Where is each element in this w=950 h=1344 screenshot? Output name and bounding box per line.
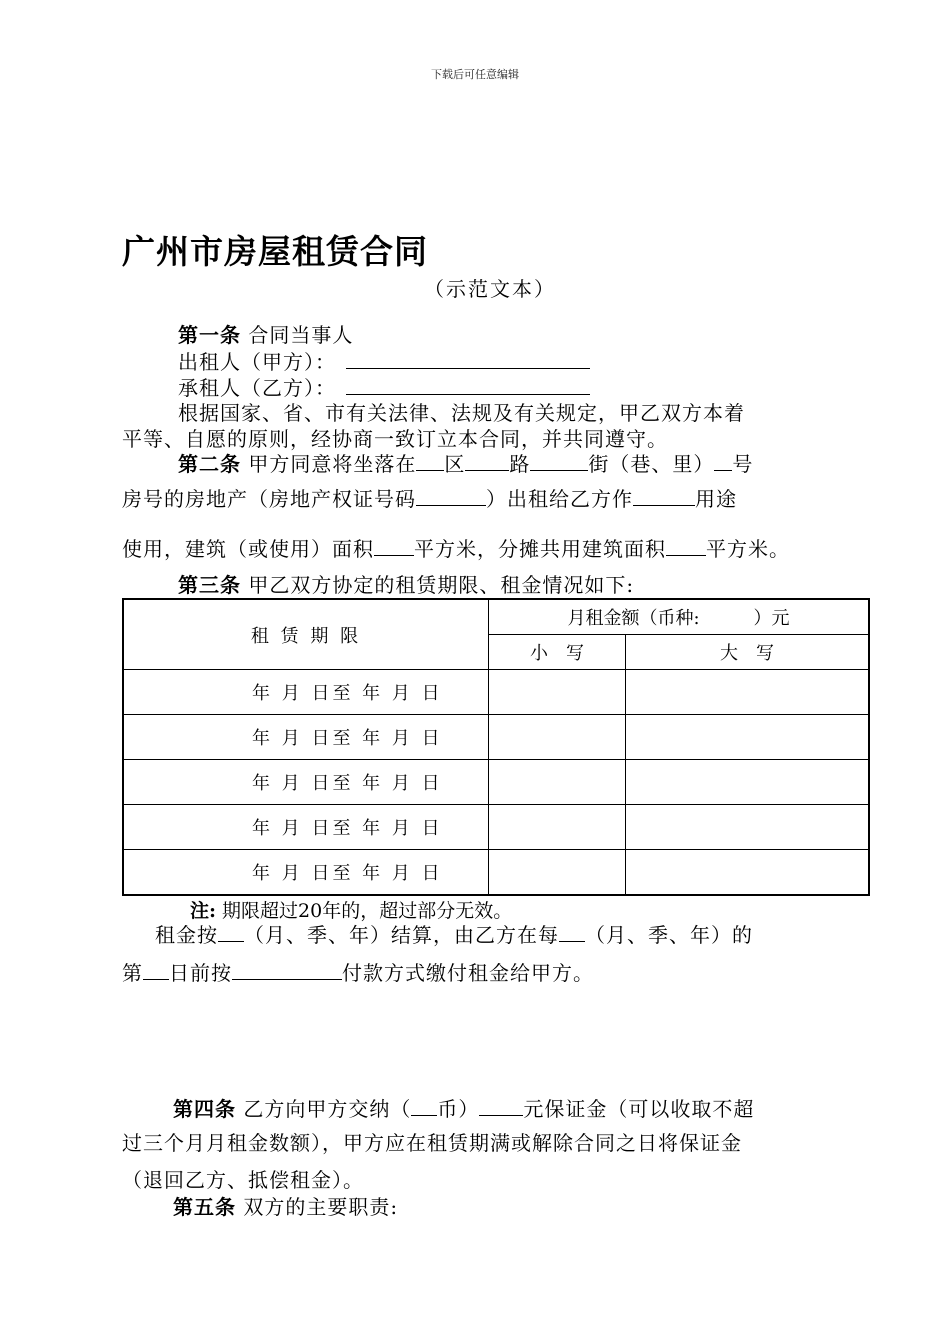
period-cell: 年 月 日至 年 月 日 [123, 670, 489, 715]
article-3-label: 第三条 [178, 573, 241, 597]
street-blank[interactable] [530, 450, 588, 471]
certificate-blank[interactable] [416, 485, 486, 506]
currency-blank[interactable] [411, 1095, 437, 1116]
purpose-label: 用途 [695, 487, 737, 511]
road-label: 路 [509, 452, 531, 476]
article-2-line1 [178, 450, 753, 477]
lease-purpose-text: ）出租给乙方作 [486, 487, 633, 511]
article-5-label: 第五条 [173, 1195, 236, 1219]
rent-para-line2 [122, 959, 594, 986]
table-row [123, 805, 869, 850]
small-amount-cell[interactable] [489, 805, 626, 850]
period-cell: 年 月 日至 年 月 日 [123, 715, 489, 760]
shared-area-label: 平方米，分摊共用建筑面积 [414, 537, 666, 561]
district-label: 区 [444, 452, 466, 476]
article-3-text: 甲乙双方协定的租赁期限、租金情况如下: [241, 573, 635, 597]
article-1-para-line2: 平等、自愿的原则，经协商一致订立本合同，并共同遵守。 [122, 427, 668, 451]
payment-method-blank[interactable] [232, 959, 342, 980]
rent-settle-text: （月、季、年）结算，由乙方在每 [244, 923, 559, 947]
article-5-text: 双方的主要职责: [236, 1195, 399, 1219]
period-cell: 年 月 日至 年 月 日 [123, 850, 489, 896]
table-header-row [123, 599, 869, 635]
period-header: 租 赁 期 限 [123, 599, 489, 670]
note-text: 期限超过20年的，超过部分无效。 [216, 900, 513, 922]
table-row [123, 715, 869, 760]
article-2-line3 [122, 535, 790, 562]
article-1-title: 合同当事人 [241, 323, 354, 347]
small-amount-cell[interactable] [489, 760, 626, 805]
table-row [123, 760, 869, 805]
rent-table [122, 598, 870, 896]
header-note: 下载后可任意编辑 [431, 68, 519, 81]
lessee-blank[interactable] [346, 374, 590, 395]
rent-settle-label: 租金按 [155, 923, 218, 947]
table-row [123, 850, 869, 896]
lessor-blank[interactable] [346, 348, 590, 369]
deposit-text: 乙方向甲方交纳（ [236, 1097, 412, 1121]
day-blank[interactable] [143, 959, 169, 980]
small-amount-cell[interactable] [489, 715, 626, 760]
article-2-text: 甲方同意将坐落在 [241, 452, 417, 476]
page-title: 广州市房屋租赁合同 [122, 232, 428, 271]
big-amount-cell[interactable] [626, 850, 870, 896]
purpose-blank[interactable] [633, 485, 695, 506]
area-label: 使用，建筑（或使用）面积 [122, 537, 374, 561]
currency-label: 币） [437, 1097, 480, 1121]
article-4-line2: 过三个月月租金数额），甲方应在租赁期满或解除合同之日将保证金 [122, 1131, 742, 1155]
period-cell: 年 月 日至 年 月 日 [123, 760, 489, 805]
lessee-label: 承租人（乙方）： [178, 376, 336, 400]
sqm-label: 平方米。 [706, 537, 790, 561]
big-amount-cell[interactable] [626, 715, 870, 760]
article-2-label: 第二条 [178, 452, 241, 476]
number-blank[interactable] [714, 450, 732, 471]
article-1-label: 第一条 [178, 323, 241, 347]
article-3-heading [178, 572, 634, 598]
lessor-label: 出租人（甲方）： [178, 350, 336, 374]
amount-header: 月租金额（币种: ）元 [489, 599, 870, 635]
rent-period-text: （月、季、年）的 [585, 923, 753, 947]
rent-para-line1 [155, 921, 753, 948]
payment-text: 付款方式缴付租金给甲方。 [342, 961, 594, 985]
lessee-line [178, 374, 590, 401]
big-header: 大 写 [626, 635, 870, 670]
number-label: 号 [732, 452, 754, 476]
small-amount-cell[interactable] [489, 850, 626, 896]
day-label: 第 [122, 961, 143, 985]
period-cell: 年 月 日至 年 月 日 [123, 805, 489, 850]
pay-period-blank[interactable] [559, 921, 585, 942]
article-4-line1 [173, 1095, 754, 1122]
article-4-label: 第四条 [173, 1097, 236, 1121]
deposit-limit-text: 元保证金（可以收取不超 [523, 1097, 755, 1121]
street-label: 街（巷、里） [588, 452, 715, 476]
article-1-para-line1: 根据国家、省、市有关法律、法规及有关规定，甲乙双方本着 [178, 401, 745, 425]
road-blank[interactable] [465, 450, 509, 471]
settle-period-blank[interactable] [218, 921, 244, 942]
deposit-amount-blank[interactable] [479, 1095, 523, 1116]
big-amount-cell[interactable] [626, 805, 870, 850]
shared-area-blank[interactable] [666, 535, 706, 556]
big-amount-cell[interactable] [626, 670, 870, 715]
big-amount-cell[interactable] [626, 760, 870, 805]
article-1-heading [178, 322, 353, 348]
table-row [123, 670, 869, 715]
table-note [190, 896, 512, 923]
page-subtitle: （示范文本） [424, 277, 556, 301]
lessor-line [178, 348, 590, 375]
article-5-heading [173, 1194, 398, 1220]
certificate-label: 房号的房地产（房地产权证号码 [122, 487, 416, 511]
note-label: 注: [190, 900, 217, 922]
small-header: 小 写 [489, 635, 626, 670]
before-label: 日前按 [169, 961, 232, 985]
small-amount-cell[interactable] [489, 670, 626, 715]
article-4-line3: （退回乙方、抵偿租金）。 [122, 1168, 364, 1192]
area-blank[interactable] [374, 535, 414, 556]
district-blank[interactable] [416, 450, 444, 471]
article-2-line2 [122, 485, 737, 512]
